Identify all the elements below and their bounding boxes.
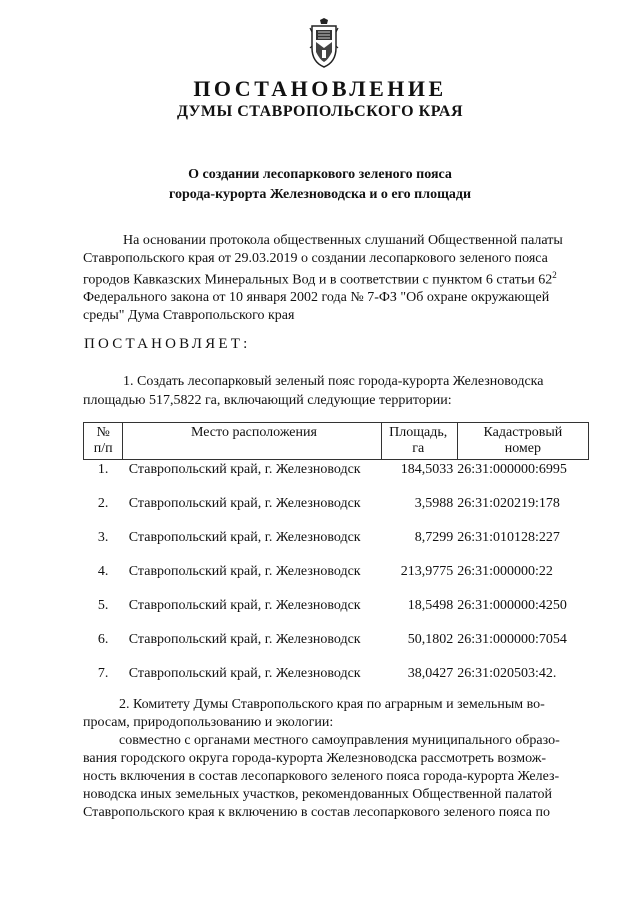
table-row bbox=[84, 460, 589, 497]
row-area: 18,5498 bbox=[407, 598, 454, 613]
coat-of-arms-icon bbox=[308, 18, 340, 68]
row-num: 1. bbox=[97, 462, 109, 477]
item-2-line-5: ность включения в состав лесопаркового зеленого пояса города-курорта Желез- bbox=[83, 769, 560, 784]
table-row bbox=[84, 530, 589, 564]
header-cadastre bbox=[457, 423, 588, 460]
row-num: 7. bbox=[97, 666, 109, 681]
document-title: ПОСТАНОВЛЕНИЕ bbox=[193, 76, 447, 101]
header-area bbox=[381, 423, 457, 460]
preamble-line-3-text: городов Кавказских Минеральных Вод и в соответствии с пунктом 6 статьи 62 bbox=[83, 272, 553, 288]
row-location: Ставропольский край, г. Железноводск bbox=[128, 496, 361, 511]
row-num: 5. bbox=[97, 598, 109, 613]
header-cadastre-line-1: Кадастровый bbox=[483, 425, 563, 440]
item-1-line-2: площадью 517,5822 га, включающий следующие территории: bbox=[83, 393, 452, 408]
row-location: Ставропольский край, г. Железноводск bbox=[128, 666, 361, 681]
preamble-line-3 bbox=[83, 267, 589, 289]
table-row bbox=[84, 496, 589, 530]
row-cadastre: 26:31:000000:6995 bbox=[457, 462, 567, 477]
row-cadastre: 26:31:000000:4250 bbox=[457, 598, 567, 613]
header-num bbox=[84, 423, 123, 460]
row-cadastre: 26:31:000000:7054 bbox=[457, 632, 567, 647]
subject-line-2: города-курорта Железноводска и о его площади bbox=[168, 187, 472, 202]
row-area: 213,9775 bbox=[400, 564, 454, 579]
row-cadastre: 26:31:020219:178 bbox=[457, 496, 560, 511]
item-1-paragraph bbox=[83, 372, 589, 410]
territories-table bbox=[83, 422, 589, 700]
decree-word: ПОСТАНОВЛЯЕТ: bbox=[84, 336, 251, 352]
header-cadastre-line-2: номер bbox=[504, 441, 542, 456]
preamble-line-1: На основании протокола общественных слушаний Общественной палаты bbox=[123, 233, 563, 248]
table-row bbox=[84, 666, 589, 700]
row-num: 6. bbox=[97, 632, 109, 647]
header-area-line-1: Площадь, bbox=[389, 425, 448, 440]
item-2-line-1: 2. Комитету Думы Ставропольского края по аграрным и земельным во- bbox=[119, 697, 545, 712]
resolution-subject bbox=[0, 165, 640, 205]
row-cadastre: 26:31:010128:227 bbox=[457, 530, 560, 545]
preamble-paragraph bbox=[83, 232, 589, 324]
row-location: Ставропольский край, г. Железноводск bbox=[128, 462, 361, 477]
table-row bbox=[84, 564, 589, 598]
table-row bbox=[84, 632, 589, 666]
header-num-line-1: № bbox=[96, 425, 110, 440]
document-subtitle: ДУМЫ СТАВРОПОЛЬСКОГО КРАЯ bbox=[176, 103, 464, 120]
item-2-line-2: просам, природопользованию и экологии: bbox=[83, 715, 334, 730]
row-area: 38,0427 bbox=[407, 666, 454, 681]
header-num-line-2: п/п bbox=[93, 441, 113, 456]
row-location: Ставропольский край, г. Железноводск bbox=[128, 632, 361, 647]
item-2-line-3: совместно с органами местного самоуправления муниципального образо- bbox=[119, 733, 560, 748]
preamble-line-4: Федерального закона от 10 января 2002 года № 7-ФЗ "Об охране окружающей bbox=[83, 290, 550, 306]
row-location: Ставропольский край, г. Железноводск bbox=[128, 598, 361, 613]
table-header-row bbox=[84, 423, 589, 460]
row-location: Ставропольский край, г. Железноводск bbox=[128, 564, 361, 579]
item-2-line-7: Ставропольского края к включению в состав лесопаркового зеленого пояса по bbox=[83, 805, 550, 820]
row-cadastre: 26:31:020503:42. bbox=[457, 666, 557, 681]
item-1-line-1: 1. Создать лесопарковый зеленый пояс города-курорта Железноводска bbox=[123, 374, 544, 389]
row-num: 3. bbox=[97, 530, 109, 545]
subject-line-1: О создании лесопаркового зеленого пояса bbox=[188, 167, 452, 182]
article-superscript: 2 bbox=[552, 270, 557, 280]
row-location: Ставропольский край, г. Железноводск bbox=[128, 530, 361, 545]
item-2-line-6: новодска иных земельных участков, рекомендованных Общественной палатой bbox=[83, 787, 552, 802]
header-area-line-2: га bbox=[412, 441, 425, 456]
row-cadastre: 26:31:000000:22 bbox=[457, 564, 553, 579]
preamble-line-5: среды" Дума Ставропольского края bbox=[83, 307, 295, 323]
row-num: 4. bbox=[97, 564, 109, 579]
table-row bbox=[84, 598, 589, 632]
row-area: 50,1802 bbox=[407, 632, 454, 647]
row-area: 3,5988 bbox=[414, 496, 454, 511]
row-num: 2. bbox=[97, 496, 109, 511]
item-2-paragraph bbox=[83, 696, 589, 822]
item-2-line-4: вания городского округа города-курорта Железноводска рассмотреть возмож- bbox=[83, 751, 547, 766]
row-area: 8,7299 bbox=[414, 530, 454, 545]
header-location: Место расположения bbox=[123, 423, 381, 460]
preamble-line-2: Ставропольского края от 29.03.2019 о создании лесопаркового зеленого пояса bbox=[83, 250, 548, 266]
row-area: 184,5033 bbox=[400, 462, 454, 477]
